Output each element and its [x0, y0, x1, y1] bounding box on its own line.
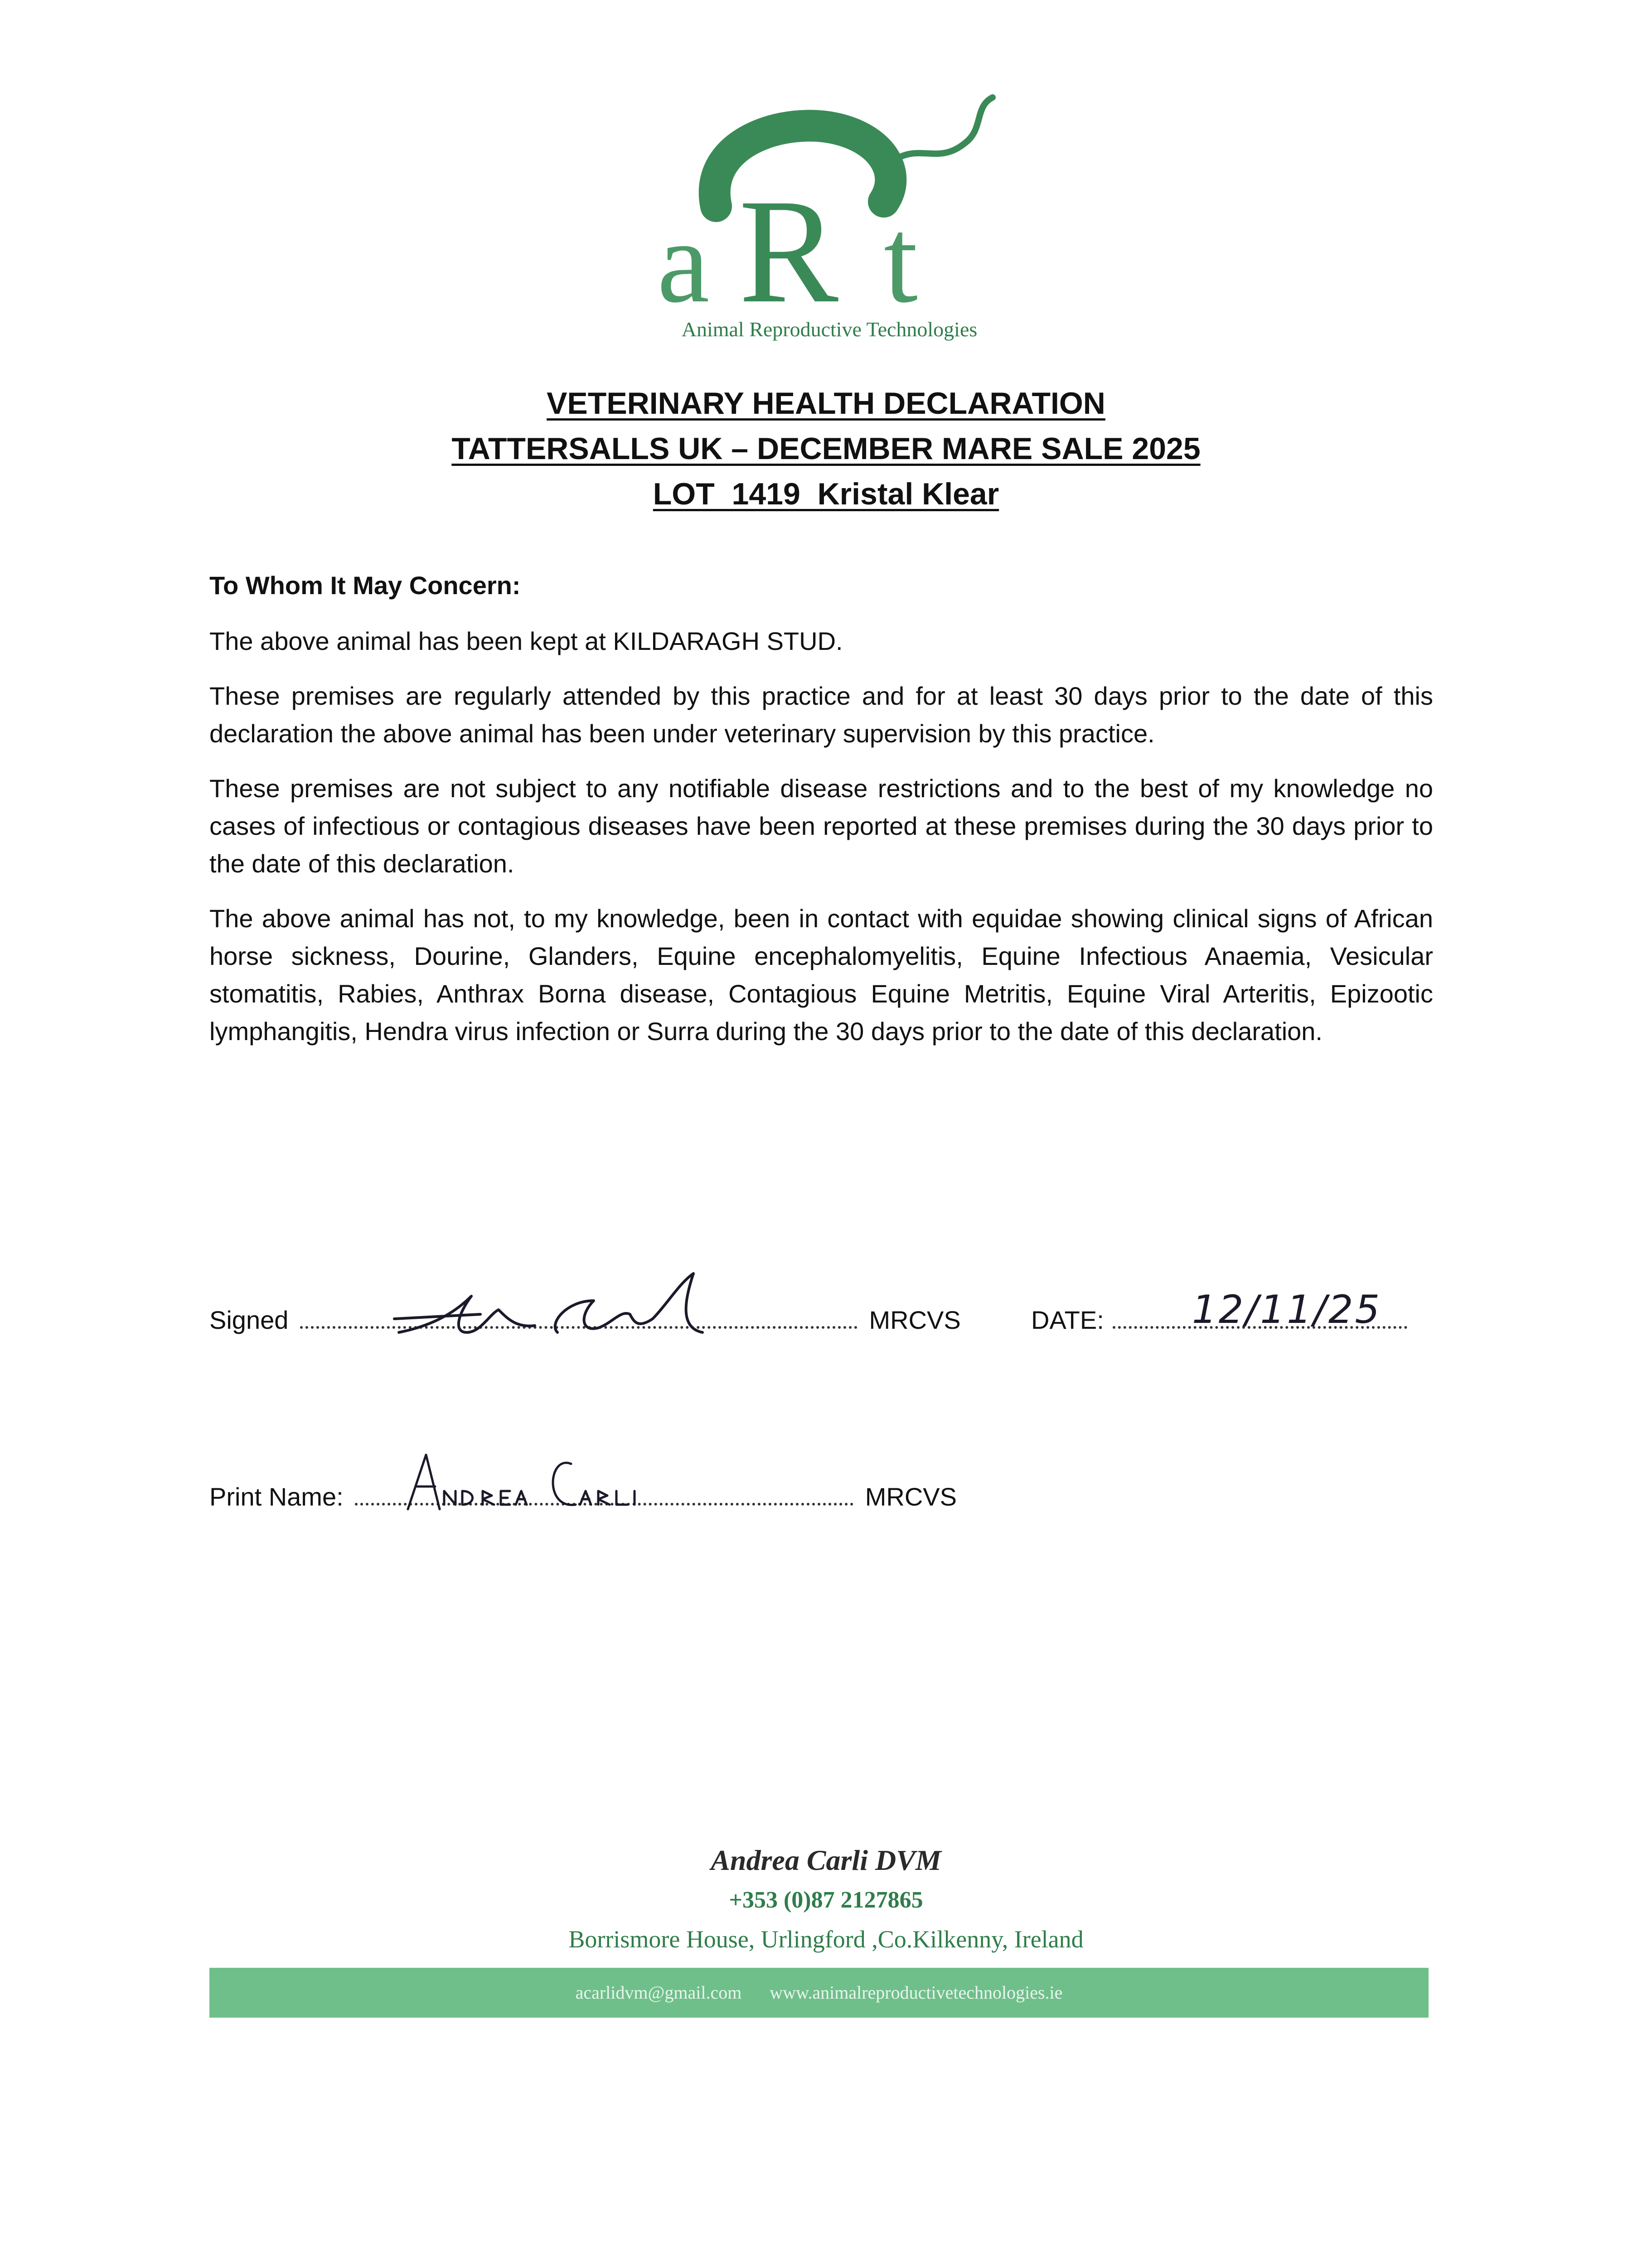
footer-website[interactable]: www.animalreproductivetechnologies.ie [770, 1982, 1063, 2003]
art-logo-graphic [648, 88, 1011, 324]
logo-tagline: Animal Reproductive Technologies [681, 318, 978, 341]
paragraph-premises: The above animal has been kept at KILDARAGH STUD. [209, 627, 843, 655]
print-name-label: Print Name: [209, 1482, 344, 1511]
heading-line-2: TATTERSALLS UK – DECEMBER MARE SALE 2025 [451, 431, 1201, 466]
handwritten-signature [385, 1264, 730, 1355]
signed-mrcvs-label: MRCVS [869, 1306, 961, 1334]
salutation: To Whom It May Concern: [209, 571, 521, 600]
print-name-mrcvs-label: MRCVS [865, 1482, 957, 1511]
declaration-body [209, 566, 1433, 1067]
handwritten-print-name [399, 1446, 653, 1518]
signed-label: Signed [209, 1306, 289, 1334]
declaration-heading [0, 381, 1652, 517]
svg-text:t: t [884, 193, 918, 324]
heading-line-1: VETERINARY HEALTH DECLARATION [547, 386, 1105, 421]
footer [0, 1840, 1652, 1959]
paragraph-supervision: These premises are regularly attended by this practice and for at least 30 days prior to the date of this declaration the above animal has been under veterinary supervision by this practice. [209, 682, 1433, 748]
footer-email[interactable]: acarlidvm@gmail.com [575, 1982, 742, 2003]
footer-phone: +353 (0)87 2127865 [729, 1887, 923, 1913]
date-label: DATE: [1031, 1306, 1104, 1334]
handwritten-date: 12/11/25 [1192, 1287, 1382, 1332]
svg-text:R: R [739, 169, 839, 324]
svg-text:a: a [657, 197, 710, 324]
heading-line-3: LOT 1419 Kristal Klear [653, 477, 999, 511]
company-logo [648, 88, 1011, 351]
footer-name: Andrea Carli DVM [711, 1844, 941, 1876]
footer-address: Borrismore House, Urlingford ,Co.Kilkenny, Ireland [568, 1926, 1084, 1953]
paragraph-diseases: The above animal has not, to my knowledge, been in contact with equidae showing clinical signs of African horse sickness, Dourine, Glanders, Equine encephalomyelitis, Equine Infectious Anaemia, Vesicular stomatitis, Rabies, Anthrax Borna disease, Contagious Equine Metritis, Equine Viral Arteritis, Epizootic lymphangitis, Hendra virus infection or Surra during the 30 days prior to the date of this declaration. [209, 904, 1433, 1046]
footer-contact-band [209, 1968, 1429, 2018]
paragraph-restrictions: These premises are not subject to any notifiable disease restrictions and to the best of my knowledge no cases of infectious or contagious diseases have been reported at these premises during the 30 days prior to the date of this declaration. [209, 774, 1433, 878]
